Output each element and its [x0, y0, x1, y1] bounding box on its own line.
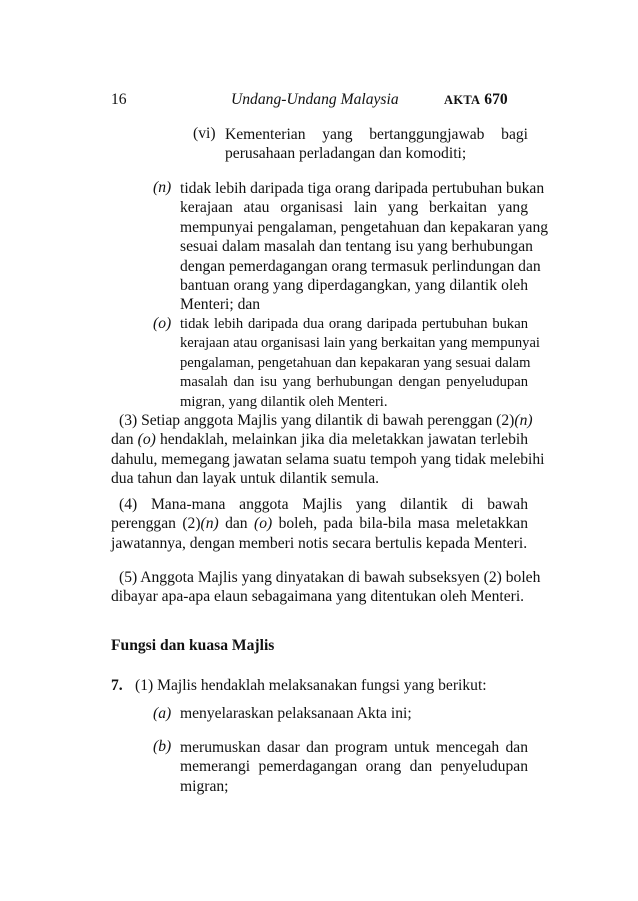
item-o-line: masalah dan isu yang berhubungan dengan penyeludupan — [180, 374, 528, 391]
item-n-line: bantuan orang yang diperdagangkan, yang dilantik oleh — [180, 276, 528, 294]
item-o-line: tidak lebih daripada dua orang daripada pertubuhan bukan — [180, 316, 528, 332]
item-o-line: pengalaman, pengetahuan dan kepakaran yang sesuai dalam — [180, 354, 531, 371]
section-heading: Fungsi dan kuasa Majlis — [111, 637, 275, 654]
item-n-line: Menteri; dan — [180, 296, 261, 314]
section-7-intro: (1) Majlis hendaklah melaksanakan fungsi yang berikut: — [135, 677, 487, 694]
item-n-line: sesuai dalam masalah dan tentang isu yang berhubungan — [180, 238, 533, 256]
act-reference — [444, 90, 508, 110]
item-n-line: mempunyai pengalaman, pengetahuan dan kepakaran yang — [180, 218, 549, 236]
subsection-3-line: dua tahun dan layak untuk dilantik semula. — [111, 470, 380, 488]
item-a-marker: (a) — [153, 705, 172, 722]
item-o-text — [180, 315, 540, 412]
subsection-3-text: (3) Setiap anggota Majlis yang dilantik di bawah perenggan (2) — [119, 412, 515, 429]
subsection-4-line — [111, 514, 528, 533]
subsection-4-text: perenggan (2) — [111, 515, 201, 533]
item-n-marker: (n) — [153, 179, 172, 196]
subsection-4-text: boleh, pada bila-bila masa meletakkan — [272, 515, 528, 533]
page-number: 16 — [111, 91, 127, 108]
item-b-line: memerangi pemerdagangan orang dan penyeludupan — [180, 758, 528, 776]
act-number: 670 — [484, 91, 508, 108]
item-vi-marker: (vi) — [193, 125, 216, 142]
act-prefix: AKTA — [444, 93, 481, 107]
subsection-4-line: jawatannya, dengan memberi notis secara bertulis kepada Menteri. — [111, 534, 528, 552]
subsection-3-line — [111, 411, 533, 430]
subsection-5-line: (5) Anggota Majlis yang dinyatakan di bawah subseksyen (2) boleh — [119, 569, 541, 586]
item-n-text — [180, 179, 549, 315]
subsection-3-line: dahulu, memegang jawatan selama suatu tempoh yang tidak melebihi — [111, 450, 545, 468]
paragraph-ref-n: (n) — [200, 515, 219, 533]
item-b-marker: (b) — [153, 738, 172, 755]
subsection-5-line: dibayar apa-apa elaun sebagaimana yang ditentukan oleh Menteri. — [111, 588, 525, 606]
item-b-line: migran; — [180, 777, 229, 795]
item-o-line: migran, yang dilantik oleh Menteri. — [180, 393, 388, 410]
section-number: 7. — [111, 677, 123, 694]
item-vi-line: Kementerian yang bertanggungjawab bagi — [225, 126, 528, 143]
item-vi-line: perusahaan perladangan dan komoditi; — [225, 145, 467, 163]
section-7-number — [111, 677, 123, 695]
item-b-text — [180, 738, 528, 796]
subsection-3 — [111, 411, 545, 489]
subsection-3-text: hendaklah, melainkan jika dia meletakkan jawatan terlebih — [155, 431, 528, 449]
paragraph-ref-n: (n) — [514, 412, 533, 429]
subsection-3-line — [111, 430, 528, 449]
subsection-4 — [111, 495, 528, 553]
subsection-4-text: dan — [218, 515, 254, 533]
item-n-line: tidak lebih daripada tiga orang daripada pertubuhan bukan — [180, 180, 545, 197]
item-vi-text — [225, 125, 528, 164]
running-title: Undang-Undang Malaysia — [231, 91, 399, 108]
item-b-line: merumuskan dasar dan program untuk mencegah dan — [180, 739, 528, 756]
item-n-line: kerajaan atau organisasi lain yang berkaitan yang — [180, 199, 528, 217]
subsection-4-line: (4) Mana-mana anggota Majlis yang dilantik di bawah — [119, 496, 528, 513]
subsection-3-text: dan — [111, 431, 138, 449]
item-n-line: dengan pemerdagangan orang termasuk perlindungan dan — [180, 257, 541, 275]
paragraph-ref-o: (o) — [137, 431, 156, 449]
item-o-marker: (o) — [153, 315, 172, 332]
item-o-line: kerajaan atau organisasi lain yang berkaitan yang mempunyai — [180, 335, 540, 352]
paragraph-ref-o: (o) — [254, 515, 273, 533]
subsection-5 — [111, 568, 541, 607]
item-a-text: menyelaraskan pelaksanaan Akta ini; — [180, 705, 412, 722]
